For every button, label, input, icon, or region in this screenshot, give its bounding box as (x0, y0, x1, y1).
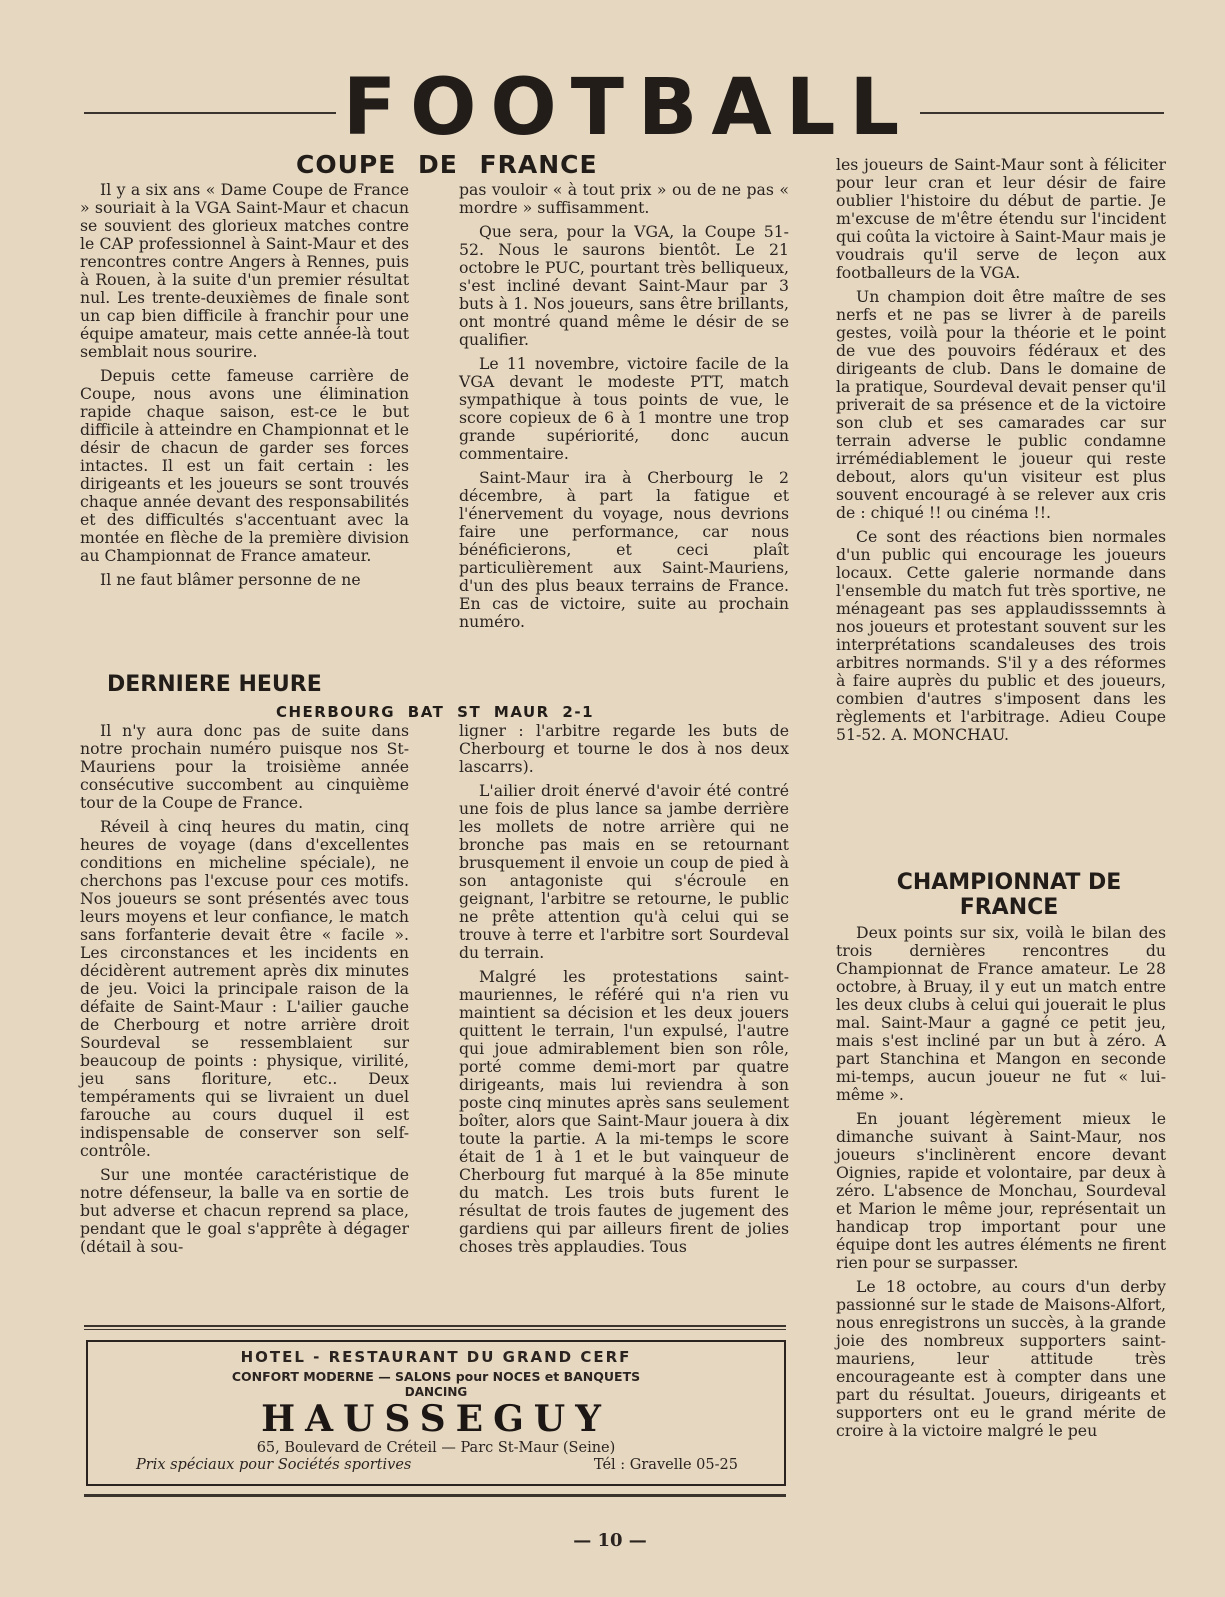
paragraph: pas vouloir « à tout prix » ou de ne pas « mordre » suffisamment. (459, 180, 789, 217)
ad-dancing: DANCING (404, 1385, 468, 1399)
paragraph: Deux points sur six, voilà le bilan des trois dernières rencontres du Championnat de France amateur. Le 28 octobre, à Bruay, il y eut un match entre les deux clubs à celui qui jouerait le plus mal. Saint-Maur a gagné ce petit jeu, mais s'est incliné par un but à zéro. A part Stanchina et Mangon en seconde mi-temps, aucun joueur ne fut « lui-même ». (836, 923, 1166, 1104)
ad-footer (88, 1457, 784, 1473)
page-number: — 10 — (573, 1530, 647, 1551)
paragraph: En jouant légèrement mieux le dimanche suivant à Saint-Maur, nos joueurs s'inclinèrent encore devant Oignies, rapide et volontaire, par deux à zéro. L'absence de Monchau, Sourdeval et Marion le même jour, représentait un handicap trop important pour une équipe dont les autres éléments ne firent rien pour se surpasser. (836, 1109, 1166, 1272)
paragraph: Ce sont des réactions bien normales d'un public qui encourage les joueurs locaux. Cette galerie normande dans l'ensemble du match fut très sportive, ne ménageant pas ses applaudisssemnts à nos joueurs et protestant souvent sur les interprétations scandaleuses des trois arbitres normands. S'il y a des réformes à faire auprès du public et des joueurs, combien d'autres s'imposent dans les règlements et l'arbitrage. Adieu Coupe 51-52. A. MONCHAU. (836, 527, 1166, 744)
paragraph: Un champion doit être maître de ses nerfs et ne pas se livrer à de pareils gestes, voilà pour la théorie et le point de vue des pouvoirs fédéraux et des dirigeants de club. Dans le domaine de la pratique, Sourdeval devait penser qu'il priverait de sa présence et de la victoire son club et ses camarades car sur terrain adverse le public condamne irrémédiablement le joueur qui reste debout, alors qu'un visiteur est plus souvent encouragé à se relever aux cris de : chiqué !! ou cinéma !!. (836, 287, 1166, 522)
championnat-title: CHAMPIONNAT DE FRANCE (896, 870, 1122, 920)
paragraph: Il ne faut blâmer personne de ne (100, 570, 361, 589)
paragraph: L'ailier droit énervé d'avoir été contré une fois de plus lance sa jambe derrière les mollets de notre arrière qui ne bronche pas mais en se retournant brusquement il envoie un coup de pied à son antagoniste qui s'écroule en geignant, l'arbitre se retourne, le public ne prête attention qu'à celui qui se trouve à terre et l'arbitre sort Sourdeval du terrain. (459, 781, 789, 962)
paragraph: ligner : l'arbitre regarde les buts de Cherbourg et tourne le dos à nos deux lascarrs). (459, 721, 789, 776)
paragraph: Sur une montée caractéristique de notre défenseur, la balle va en sortie de but adverse et chacun reprend sa place, pendant que le goal s'apprête à dégager (détail à sou- (80, 1165, 409, 1256)
masthead-rule-left (84, 112, 336, 114)
masthead-title: FOOTBALL (342, 63, 914, 153)
coupe-title: COUPE DE FRANCE (296, 150, 598, 179)
ad-phone: Tél : Gravelle 05-25 (593, 1457, 738, 1473)
ad-address: 65, Boulevard de Créteil — Parc St-Maur (Seine) (256, 1440, 616, 1456)
championnat-column (836, 924, 1166, 1446)
hotel-advertisement (86, 1340, 786, 1486)
paragraph: Que sera, pour la VGA, la Coupe 51-52. Nous le saurons bientôt. Le 21 octobre le PUC, pourtant très belliqueux, s'est incliné devant Saint-Maur par 3 buts à 1. Nos joueurs, sans être brillants, ont montré quand même le désir de se qualifier. (459, 222, 789, 349)
ad-amenities: CONFORT MODERNE — SALONS pour NOCES et BANQUETS (231, 1369, 641, 1384)
right-column-top (836, 156, 1166, 750)
derniere-heure-subtitle: CHERBOURG BAT ST MAUR 2-1 (276, 703, 595, 721)
masthead-rule-right (920, 112, 1164, 114)
ad-promo: Prix spéciaux pour Sociétés sportives (136, 1457, 412, 1473)
paragraph: Saint-Maur ira à Cherbourg le 2 décembre, à part la fatigue et l'énervement du voyage, nous devrions faire une performance, car nous bénéficierons, et ceci plaît particulièrement aux Saint-Mauriens, d'un des plus beaux terrains de France. En cas de victoire, suite au prochain numéro. (459, 468, 789, 631)
paragraph: Le 11 novembre, victoire facile de la VGA devant le modeste PTT, match sympathique à tous points de vue, le score copieux de 6 à 1 montre une trop grande supériorité, donc aucun commentaire. (459, 354, 789, 463)
coupe-column-1 (80, 181, 409, 595)
divider-rule (84, 1325, 786, 1327)
bottom-rule (84, 1494, 786, 1497)
paragraph: Le 18 octobre, au cours d'un derby passionné sur le stade de Maisons-Alfort, nous enregistrons un succès, à la grande joie des nombreux supporters saint-mauriens, leur attitude très encourageante est à compter dans une part du résultat. Joueurs, dirigeants et supporters ont eu le grand mérite de croire à la victoire malgré le peu (836, 1277, 1166, 1440)
derniere-heure-title: DERNIERE HEURE (107, 672, 322, 697)
paragraph: Il n'y aura donc pas de suite dans notre prochain numéro puisque nos St-Mauriens pour la troisième année consécutive succombent au cinquième tour de la Coupe de France. (80, 721, 409, 812)
coupe-column-2 (459, 181, 789, 637)
paragraph: Réveil à cinq heures du matin, cinq heures de voyage (dans d'excellentes conditions en micheline spéciale), ne cherchons pas l'excuse pour ces motifs. Nos joueurs se sont présentés avec tous leurs moyens et leur confiance, le match sans forfanterie devait être « facile ». Les circonstances et les incidents en décidèrent autrement après dix minutes de jeu. Voici la principale raison de la défaite de Saint-Maur : L'ailier gauche de Cherbourg et notre arrière droit Sourdeval se ressemblaient sur beaucoup de points : physique, virilité, jeu sans floriture, etc.. Deux tempéraments qui se livraient un duel farouche au cours duquel il est indispensable de conserver son self-contrôle. (80, 817, 409, 1160)
paragraph: Il y a six ans « Dame Coupe de France » souriait à la VGA Saint-Maur et chacun se souvient des glorieux matches contre le CAP professionnel à Saint-Maur et des rencontres contre Angers à Rennes, puis à Rouen, à la suite d'un premier résultat nul. Les trente-deuxièmes de finale sont un cap bien difficile à franchir pour une équipe amateur, mais cette année-là tout semblait nous sourire. (80, 180, 409, 361)
paragraph: les joueurs de Saint-Maur sont à féliciter pour leur cran et leur désir de faire oublier l'histoire du début de partie. Je m'excuse de m'être étendu sur l'incident qui coûta la victoire à Saint-Maur mais je voudrais qu'il serve de leçon aux footballeurs de la VGA. (836, 155, 1166, 282)
masthead (84, 63, 1164, 153)
paragraph: Depuis cette fameuse carrière de Coupe, nous avons une élimination rapide chaque saison, est-ce le but difficile à atteindre en Championnat et le désir de chacun de garder ses forces intactes. Il est un fait certain : les dirigeants et les joueurs se sont trouvés chaque année devant des responsabilités et des difficultés s'accentuant avec la montée en flèche de la première division au Championnat de France amateur. (80, 366, 409, 565)
derniere-column-1 (80, 722, 409, 1262)
ad-hotel-name: HOTEL - RESTAURANT DU GRAND CERF (240, 1348, 632, 1366)
divider-rule-thin (84, 1329, 786, 1330)
derniere-column-2 (459, 722, 789, 1262)
paragraph: Malgré les protestations saint-mauriennes, le référé qui n'a rien vu maintient sa décision et les deux jouers quittent le terrain, l'un expulsé, l'autre qui joue admirablement bien son rôle, porté comme demi-mort par quatre dirigeants, mais lui reviendra à son poste cinq minutes après sans seulement boîter, alors que Saint-Maur jouera à dix toute la partie. A la mi-temps le score était de 1 à 1 et le but vainqueur de Cherbourg fut marqué à la 85e minute du match. Les trois buts furent le résultat de trois fautes de jugement des gardiens qui par ailleurs firent de jolies choses très applaudies. Tous (459, 967, 789, 1256)
ad-brand-name: HAUSSEGUY (261, 1398, 611, 1440)
